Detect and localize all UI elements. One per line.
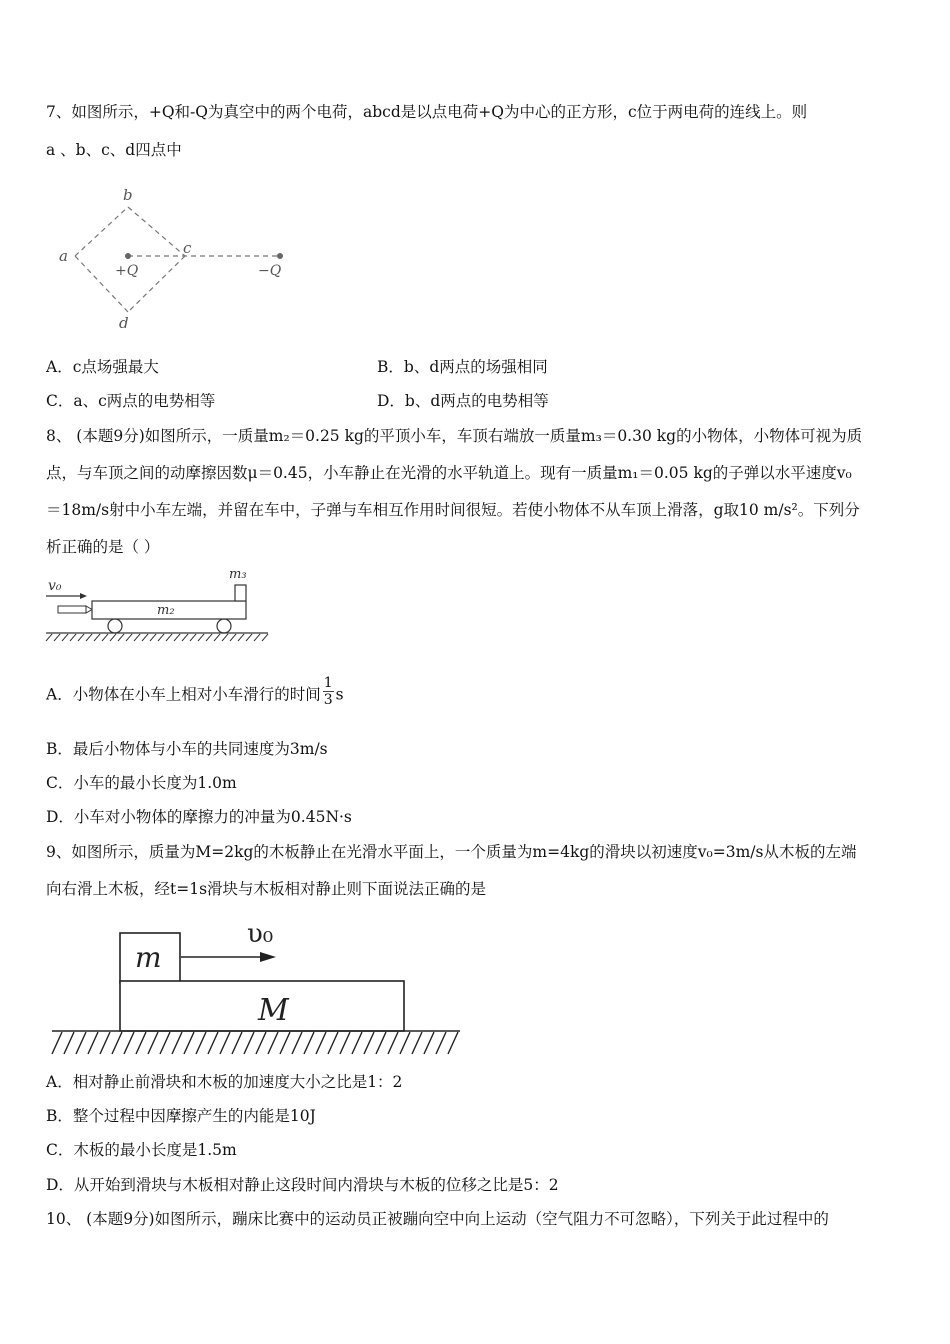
wheel-right <box>217 619 231 633</box>
q8-figure <box>44 563 274 645</box>
label-a: a <box>59 247 68 265</box>
q8-option-a-unit: s <box>335 685 344 704</box>
q7-option-d: D．b、d两点的电势相等 <box>377 392 549 410</box>
label-m3: m₃ <box>229 567 247 582</box>
label-m2: m₂ <box>157 603 175 618</box>
q8-stem-line2: 点，与车顶之间的动摩擦因数μ＝0.45，小车静止在光滑的水平轨道上。现有一质量m₁＝0.05 kg的子弹以水平速度v₀ <box>46 464 852 482</box>
label-M: M <box>258 993 289 1028</box>
q9-stem-line2: 向右滑上木板，经t=1s滑块与木板相对静止则下面说法正确的是 <box>46 880 487 898</box>
q7-figure <box>55 182 305 332</box>
label-b: b <box>123 186 133 204</box>
q8-stem-line1: 8、 (本题9分)如图所示，一质量m₂＝0.25 kg的平顶小车，车顶右端放一质量m₃＝0.30 kg的小物体，小物体可视为质 <box>46 427 863 445</box>
q8-stem-line4: 析正确的是（ ） <box>46 538 160 556</box>
q9-stem-line1: 9、如图所示，质量为M=2kg的木板静止在光滑水平面上，一个质量为m=4kg的滑块以初速度v₀=3m/s从木板的左端 <box>46 843 857 861</box>
q7-stem-line2: a 、b、c、d四点中 <box>46 141 182 159</box>
small-block <box>235 585 246 601</box>
q10-stem-line1: 10、 (本题9分)如图所示，蹦床比赛中的运动员正被蹦向空中向上运动（空气阻力不可忽略），下列关于此过程中的 <box>46 1210 829 1228</box>
bullet <box>58 606 86 613</box>
q9-option-a: A．相对静止前滑块和木板的加速度大小之比是1：2 <box>46 1073 403 1091</box>
label-plus-q: +Q <box>115 263 139 279</box>
q9-figure <box>46 912 466 1060</box>
fraction-numerator: 1 <box>323 675 333 691</box>
label-c: c <box>183 239 192 257</box>
q7-option-b: B．b、d两点的场强相同 <box>377 358 548 376</box>
q8-option-c: C．小车的最小长度为1.0m <box>46 774 237 792</box>
q8-option-a <box>46 675 344 712</box>
positive-charge-dot <box>125 253 131 259</box>
fraction-denominator: 3 <box>323 692 333 708</box>
q7-stem-line1: 7、如图所示，+Q和-Q为真空中的两个电荷，abcd是以点电荷+Q为中心的正方形，c位于两电荷的连线上。则 <box>46 103 808 121</box>
q8-option-a-text: A．小物体在小车上相对小车滑行的时间 <box>46 685 321 704</box>
label-d: d <box>119 314 129 332</box>
q9-option-c: C．木板的最小长度是1.5m <box>46 1141 237 1159</box>
label-minus-q: −Q <box>258 263 282 279</box>
q7-option-c: C．a、c两点的电势相等 <box>46 392 216 410</box>
q9-option-d: D．从开始到滑块与木板相对静止这段时间内滑块与木板的位移之比是5：2 <box>46 1176 559 1194</box>
fraction-one-third <box>323 675 334 708</box>
q9-option-b: B．整个过程中因摩擦产生的内能是10J <box>46 1107 316 1125</box>
wheel-left <box>108 619 122 633</box>
negative-charge-dot <box>277 253 283 259</box>
q7-option-a: A．c点场强最大 <box>46 358 159 376</box>
q8-option-b: B．最后小物体与小车的共同速度为3m/s <box>46 740 328 758</box>
label-v0: υ₀ <box>247 919 274 949</box>
label-v0: v₀ <box>48 578 62 594</box>
q8-stem-line3: ＝18m/s射中小车左端，并留在车中，子弹与车相互作用时间很短。若使小物体不从车顶上滑落，g取10 m/s²。下列分 <box>46 501 860 519</box>
label-m: m <box>135 941 162 974</box>
q8-option-d: D．小车对小物体的摩擦力的冲量为0.45N·s <box>46 808 352 826</box>
